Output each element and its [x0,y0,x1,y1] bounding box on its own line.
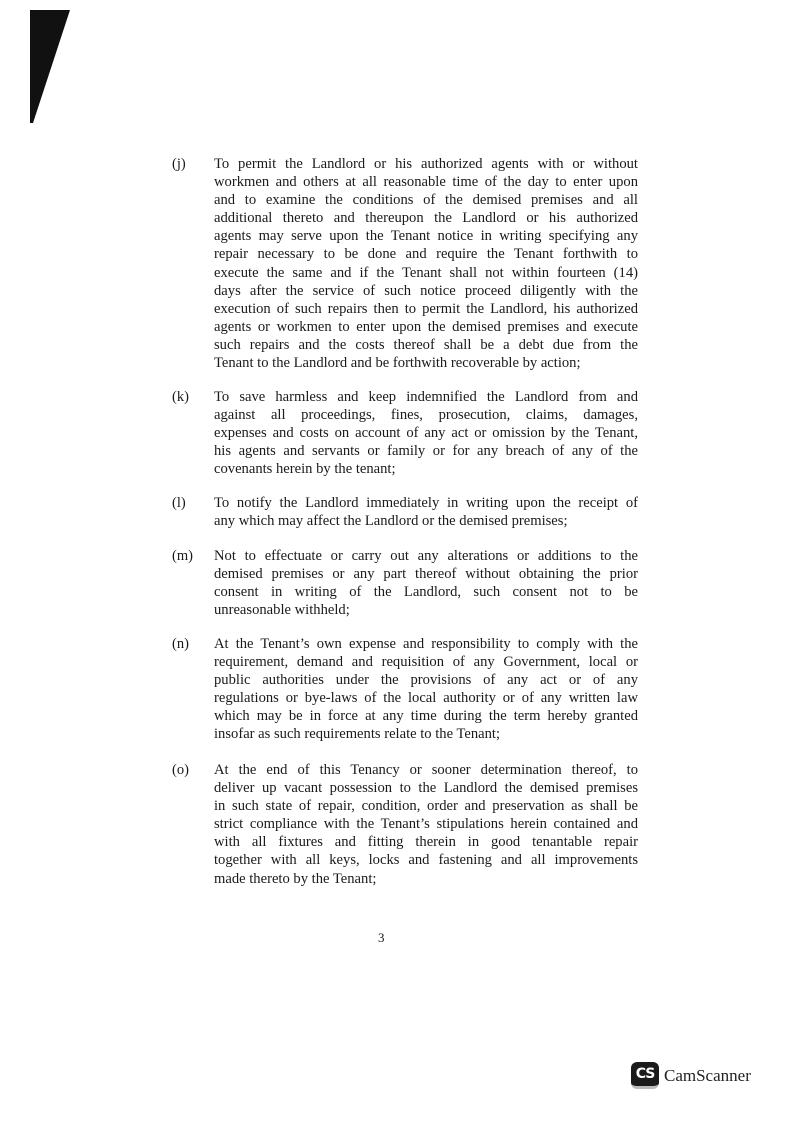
text-line: unreasonable withheld; [214,602,350,619]
text-line: To permit the Landlord or his authorized agents with or without [214,156,638,172]
clause-text [214,547,638,619]
camscanner-text: CamScanner [664,1065,751,1085]
text-line: agents may serve upon the Tenant notice in writing specifying any [214,228,638,245]
text-line: in such state of repair, condition, order and preservation as shall be [214,798,638,815]
text-line: At the Tenant’s own expense and responsibility to comply with the [214,636,638,652]
text-line: agents or workmen to enter upon the demised premises and execute [214,318,638,335]
text-line: deliver up vacant possession to the Landlord the demised premises [214,780,638,797]
clause-label: (m) [172,548,193,564]
text-line: At the end of this Tenancy or sooner determination thereof, to [214,762,638,778]
clause-label: (o) [172,762,189,778]
camscanner-logo-icon: CS [631,1062,659,1089]
text-line: any which may affect the Landlord or the demised premises; [214,513,568,530]
text-line: additional thereto and thereupon the Landlord or his authorized [214,210,638,227]
text-line: requirement, demand and requisition of any Government, local or [214,654,638,671]
clause-text [214,155,638,372]
text-line: Not to effectuate or carry out any alterations or additions to the [214,548,638,564]
text-line: repair necessary to be done and require the Tenant forthwith to [214,246,638,263]
clause-label: (l) [172,495,186,511]
camscanner-watermark [631,1062,751,1089]
clause-label: (k) [172,389,189,405]
text-line: against all proceedings, fines, prosecution, claims, damages, [214,407,638,424]
text-line: consent in writing of the Landlord, such consent not to be [214,584,638,601]
text-line: insofar as such requirements relate to the Tenant; [214,726,501,743]
text-line: which may be in force at any time during the term hereby granted [214,708,638,725]
text-line: To save harmless and keep indemnified the Landlord from and [214,389,638,405]
page-number: 3 [378,930,385,945]
text-line: with all fixtures and fitting therein in good tenantable repair [214,834,638,851]
text-line: days after the service of such notice proceed diligently with the [214,282,638,299]
text-line: regulations or bye-laws of the local authority or of any written law [214,690,638,707]
text-line: expenses and costs on account of any act or omission by the Tenant, [214,425,638,442]
text-line: To notify the Landlord immediately in writing upon the receipt of [214,495,638,511]
clause-text [214,388,638,478]
text-line: demised premises or any part thereof without obtaining the prior [214,566,638,583]
text-line: covenants herein by the tenant; [214,461,396,478]
text-line: execute the same and if the Tenant shall not within fourteen (14) [214,264,638,281]
text-line: and to examine the conditions of the demised premises and all [214,192,638,209]
text-line: such repairs and the costs thereof shall be a debt due from the [214,336,638,353]
text-line: made thereto by the Tenant; [214,870,377,887]
text-line: together with all keys, locks and fastening and all improvements [214,852,638,869]
text-line: his agents and servants or family or for any breach of any of the [214,443,638,460]
scan-edge-shadow [0,0,80,130]
clause-label: (n) [172,636,189,652]
clause-text [214,761,638,888]
clause-label: (j) [172,156,186,172]
text-line: execution of such repairs then to permit the Landlord, his authorized [214,300,638,317]
text-line: workmen and others at all reasonable time of the day to enter upon [214,174,638,191]
clause-text [214,635,638,744]
clause-text [214,494,638,530]
text-line: Tenant to the Landlord and be forthwith recoverable by action; [214,355,581,372]
text-line: strict compliance with the Tenant’s stipulations herein contained and [214,816,638,833]
text-line: public authorities under the provisions of any act or of any [214,672,638,689]
